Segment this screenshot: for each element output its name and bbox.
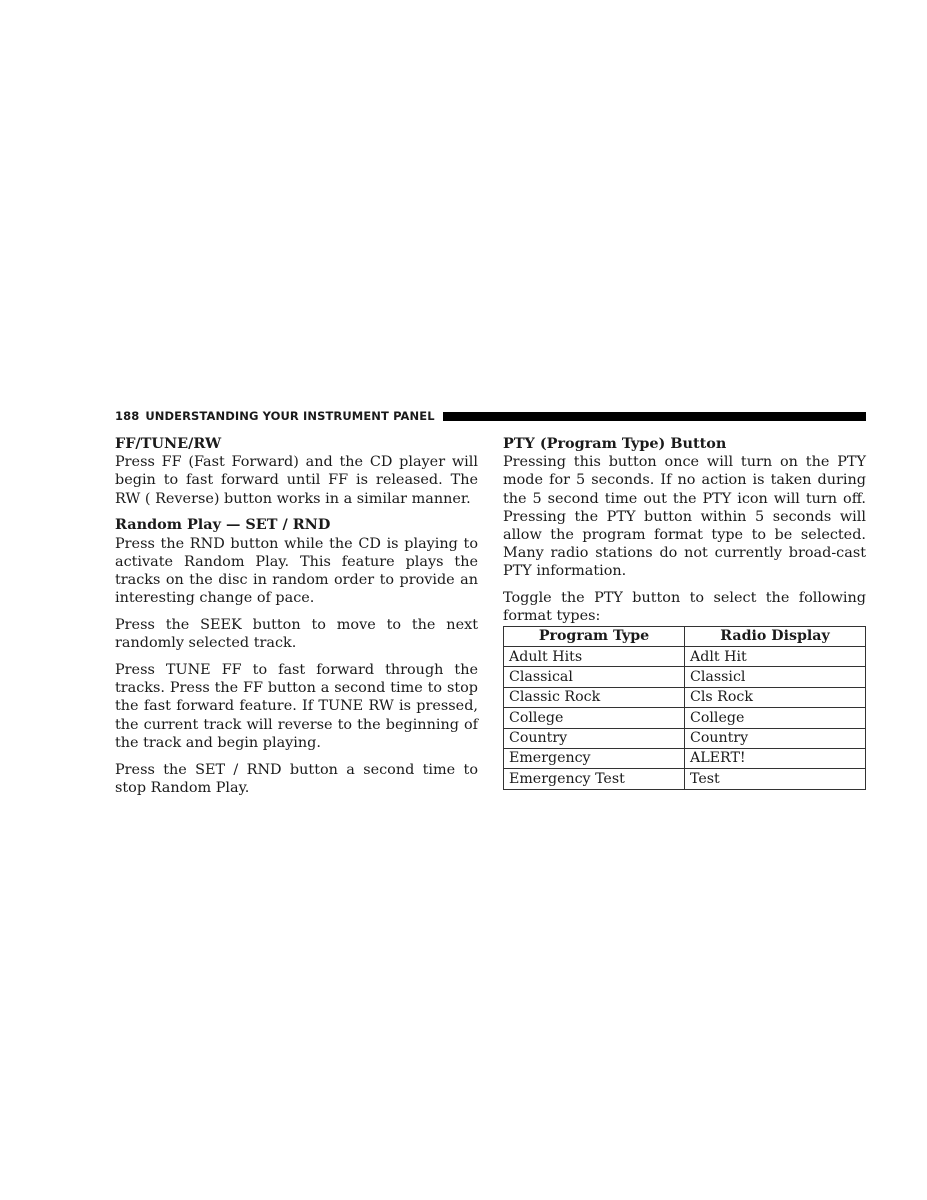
- program-type-cell: Emergency: [504, 748, 685, 768]
- table-row: [504, 667, 866, 687]
- program-type-cell: Classic Rock: [504, 687, 685, 707]
- table-row: [504, 748, 866, 768]
- program-type-cell: Classical: [504, 667, 685, 687]
- radio-display-cell: Test: [685, 769, 866, 789]
- ff-tune-rw-section: [115, 435, 478, 508]
- ff-tune-rw-heading: FF/TUNE/RW: [115, 435, 222, 452]
- pty-heading: PTY (Program Type) Button: [503, 435, 727, 452]
- radio-display-cell: Cls Rock: [685, 687, 866, 707]
- column-header-radio-display: Radio Display: [685, 626, 866, 646]
- table-header-row: [504, 626, 866, 646]
- table-row: [504, 647, 866, 667]
- ff-tune-rw-body: Press FF (Fast Forward) and the CD player will begin to fast forward until FF is released. The RW ( Reverse) button works in a similar manner.: [115, 454, 478, 507]
- column-header-program-type: Program Type: [504, 626, 685, 646]
- section-title: UNDERSTANDING YOUR INSTRUMENT PANEL: [145, 409, 435, 423]
- radio-display-cell: Classicl: [685, 667, 866, 687]
- pty-section: [503, 435, 866, 581]
- table-row: [504, 728, 866, 748]
- table-row: [504, 708, 866, 728]
- tune-ff-paragraph: Press TUNE FF to fast forward through the tracks. Press the FF button a second time to stop the fast forward feature. If TUNE RW is pressed, the current track will reverse to the beginning of the track and begin playing.: [115, 662, 478, 751]
- random-play-heading: Random Play — SET / RND: [115, 516, 331, 534]
- program-type-cell: Adult Hits: [504, 647, 685, 667]
- table-row: [504, 687, 866, 707]
- header-rule: [443, 412, 866, 421]
- radio-display-cell: ALERT!: [685, 748, 866, 768]
- set-rnd-paragraph: Press the SET / RND button a second time to stop Random Play.: [115, 761, 478, 796]
- radio-display-cell: College: [685, 708, 866, 728]
- program-type-cell: College: [504, 708, 685, 728]
- page-number: 188: [115, 409, 140, 423]
- seek-paragraph: Press the SEEK button to move to the next randomly selected track.: [115, 617, 478, 652]
- right-column: [503, 435, 866, 790]
- radio-display-cell: Country: [685, 728, 866, 748]
- random-play-body: Press the RND button while the CD is playing to activate Random Play. This feature plays the tracks on the disc in random order to provide an interesting change of pace.: [115, 535, 478, 607]
- pty-body: Pressing this button once will turn on the PTY mode for 5 seconds. If no action is taken during the 5 second time out the PTY icon will turn off. Pressing the PTY button within 5 seconds will allow the program format type to be selected. Many radio stations do not currently broad-cast PTY information.: [503, 454, 866, 580]
- program-type-cell: Country: [504, 728, 685, 748]
- page-header: [115, 408, 866, 424]
- toggle-paragraph: Toggle the PTY button to select the following format types:: [503, 590, 866, 625]
- random-play-section: [115, 516, 478, 607]
- left-column: [115, 435, 478, 797]
- program-type-cell: Emergency Test: [504, 769, 685, 789]
- radio-display-cell: Adlt Hit: [685, 647, 866, 667]
- table-row: [504, 769, 866, 789]
- program-type-table: [503, 626, 866, 790]
